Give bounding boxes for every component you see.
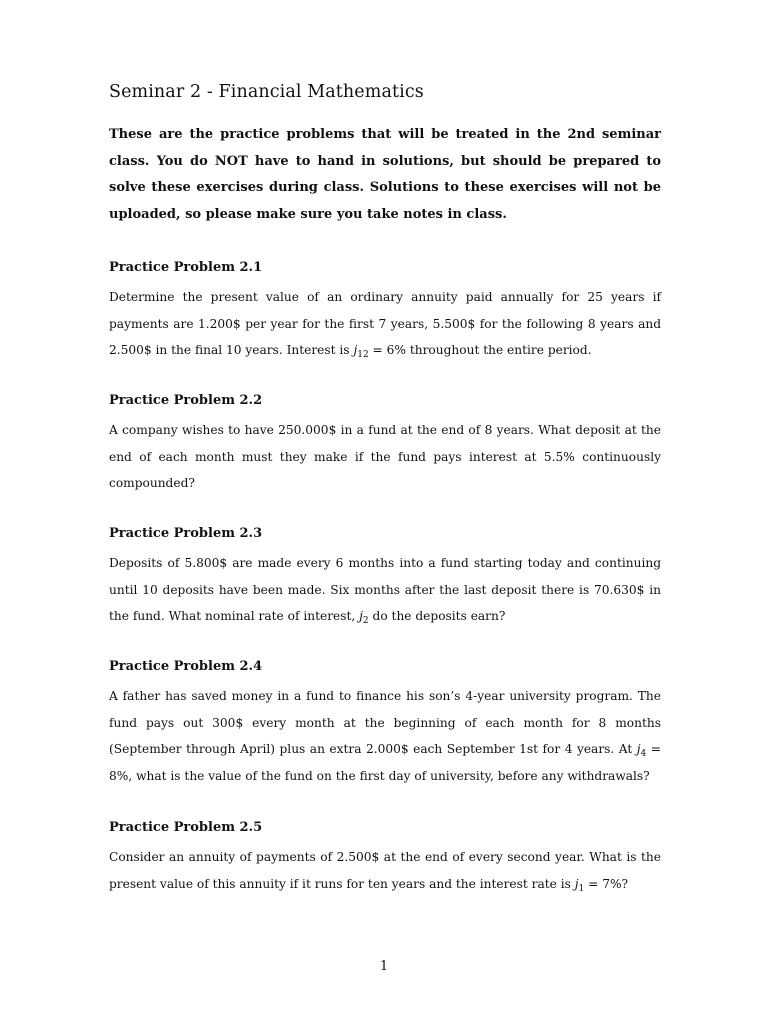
page-number: 1: [379, 959, 389, 974]
problem-text: Determine the present value of an ordinary annuity paid annually for 25 years if payments are 1.200$ per year for the first 7 years, 5.500$ for the following 8 years and 2.500$ in the final 10 years. Interest is $j_{12} = 6\%$ throughout the entire period.: [109, 290, 661, 361]
problem-heading: Practice Problem 2.2: [109, 393, 263, 408]
problem-2-1: [109, 258, 661, 364]
problem-text: A father has saved money in a fund to finance his son’s 4-year university program. The fund pays out 300$ every month at the beginning of each month for 8 months (September through April) plus an extra 2.000$ each September 1st for 4 years. At $j_4 = 8\%$, what is the value of the fund on the first day of university, before any withdrawals?: [109, 689, 661, 784]
problem-2-3: [109, 524, 661, 630]
problem-heading: Practice Problem 2.4: [109, 659, 263, 674]
problem-2-4: [109, 657, 661, 790]
problem-2-5: [109, 818, 661, 897]
intro-paragraph: These are the practice problems that will be treated in the 2nd seminar class. You do NOT have to hand in solutions, but should be prepared to solve these exercises during class. Solutions to these exercises will not be uploaded, so please make sure you take notes in class.: [109, 127, 661, 223]
page-title: Seminar 2 - Financial Mathematics: [109, 82, 424, 102]
problem-heading: Practice Problem 2.5: [109, 820, 263, 835]
problem-2-2: [109, 391, 661, 497]
problem-heading: Practice Problem 2.3: [109, 526, 263, 541]
problem-text: Deposits of 5.800$ are made every 6 months into a fund starting today and continuing until 10 deposits have been made. Six months after the last deposit there is 70.630$ in the fund. What nominal rate of interest, $j_2$ do the deposits earn?: [109, 556, 661, 627]
problem-heading: Practice Problem 2.1: [109, 260, 263, 275]
problem-text: A company wishes to have 250.000$ in a fund at the end of 8 years. What deposit at the end of each month must they make if the fund pays interest at 5.5% continuously compounded?: [109, 423, 661, 491]
problem-text: Consider an annuity of payments of 2.500$ at the end of every second year. What is the present value of this annuity if it runs for ten years and the interest rate is $j_1 = 7\%$?: [109, 850, 661, 894]
